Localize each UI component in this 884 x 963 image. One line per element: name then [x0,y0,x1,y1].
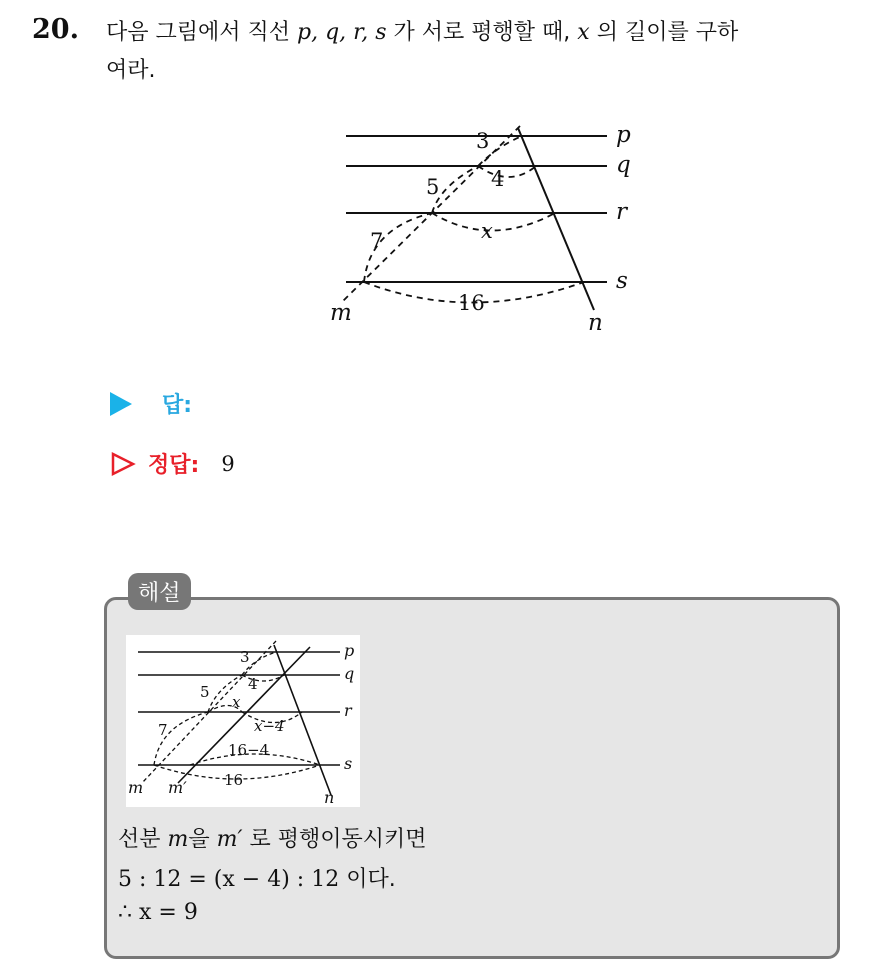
label-16: 16 [458,291,485,315]
sol-label-16-4: 16−4 [228,741,270,759]
question-vars: p, q, r, s [297,20,387,45]
question-text-part: 여라. [106,58,156,83]
label-r: r [616,199,627,225]
question-text-part: 가 서로 평행할 때, [393,20,571,45]
label-3: 3 [476,129,490,153]
solution-text: 이다. [346,867,396,892]
correct-answer-row [110,448,235,479]
correct-answer-value: 9 [221,451,235,476]
correct-answer-label: 정답: [148,453,200,478]
solution-equation: 5 : 12 = (x − 4) : 12 [118,867,340,892]
label-q: q [616,152,631,178]
solution-line-3: ∴ x = 9 [118,900,198,925]
parallel-lines-figure [320,118,650,343]
sol-label-r: r [344,701,352,720]
sol-label-s: s [344,754,353,773]
question-text-part: 다음 그림에서 직선 [106,20,291,45]
label-m: m [330,300,352,326]
sol-label-5: 5 [200,683,210,701]
label-p: p [616,122,631,148]
sol-label-x: x [232,693,241,711]
label-n: n [588,310,603,336]
solution-text: 로 평행이동시키면 [249,827,427,852]
answer-label: 답: [162,393,193,418]
solution-line-2 [118,862,396,893]
sol-label-3: 3 [240,648,250,666]
sol-label-4: 4 [248,675,258,693]
sol-label-q: q [344,664,355,683]
label-5: 5 [426,175,440,199]
question-text [106,14,866,90]
outline-arrow-icon [110,451,136,477]
label-7: 7 [370,229,384,253]
question-number: 20. [32,14,79,45]
solution-text: 을 [188,827,210,852]
sol-label-p: p [344,641,355,660]
solution-figure [126,635,360,807]
question-var-x: x [577,20,590,45]
sol-label-7: 7 [158,721,168,739]
answer-row [110,388,192,419]
sol-label-m-prime: m′ [168,778,187,797]
var-m-prime: m′ [216,827,243,852]
sol-label-x-4: x−4 [254,717,285,735]
solution-line-1: 선분 m을 m′ 로 평행이동시키면 [118,827,427,852]
sol-label-n: n [324,788,335,807]
sol-label-16: 16 [224,771,244,789]
arc-4 [478,166,536,177]
label-x: x [481,219,493,243]
sol-label-m: m [128,778,144,797]
solution-tag: 해설 [128,573,191,610]
play-arrow-icon [110,392,132,416]
var-m: m [167,827,189,852]
label-s: s [616,268,628,294]
arc-x [432,213,555,231]
label-4: 4 [491,167,505,191]
question-text-part: 의 길이를 구하 [596,20,739,45]
